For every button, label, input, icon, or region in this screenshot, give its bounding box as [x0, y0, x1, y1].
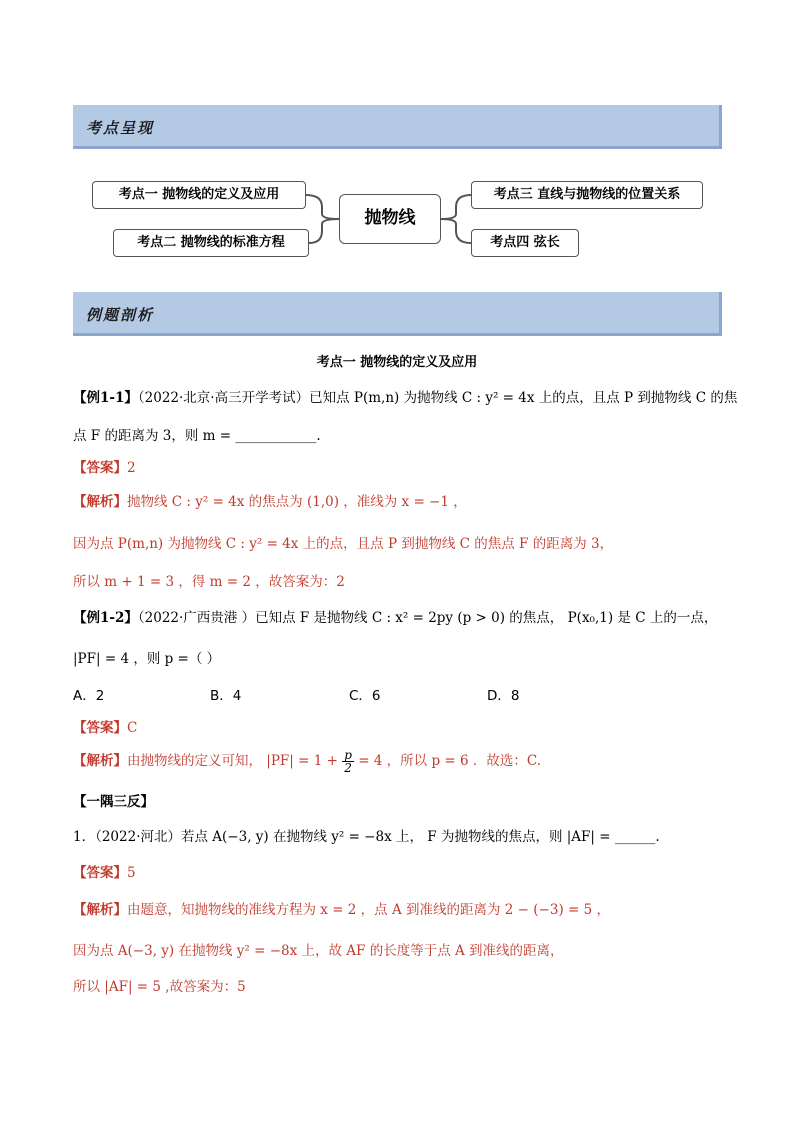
answer-value: 2	[127, 460, 136, 476]
yiju-tag: 【一隅三反】	[73, 794, 154, 810]
ex1-2-tag: 【例1-2】	[73, 610, 138, 626]
banner-kaodian	[73, 105, 722, 149]
option-b: B．4	[210, 688, 242, 704]
ex1-1-analysis1	[73, 490, 467, 510]
option-c: C．6	[349, 688, 381, 704]
yiju-answer-line	[73, 861, 136, 881]
analysis-tag: 【解析】	[73, 494, 127, 510]
ex1-1-answer-line	[73, 456, 136, 476]
analysis-tag: 【解析】	[73, 753, 127, 769]
mindmap-node-kaodian2: 考点二 抛物线的标准方程	[113, 229, 309, 257]
yiju-analysis3: 所以 |AF| = 5 ,故答案为：5	[73, 979, 246, 995]
answer-tag: 【答案】	[73, 460, 127, 476]
mindmap-center-node: 抛物线	[339, 194, 441, 244]
banner-liti	[73, 292, 722, 336]
analysis-pre: 由抛物线的定义可知， |PF| = 1 +	[127, 753, 343, 769]
option-a: A．2	[73, 688, 105, 704]
analysis-post: = 4 ，所以 p = 6 ．故选：C.	[353, 753, 542, 769]
ex1-2-analysis	[73, 744, 541, 778]
banner-kaodian-title: 考点呈现	[86, 119, 155, 137]
mindmap-node-kaodian1: 考点一 抛物线的定义及应用	[92, 181, 306, 209]
section-title: 考点一 抛物线的定义及应用	[316, 355, 478, 370]
ex1-2-answer-line	[73, 716, 137, 736]
ex1-2-line1	[73, 606, 717, 626]
frac-num: p	[344, 748, 352, 762]
analysis-text: 抛物线 C : y² = 4x 的焦点为 (1,0) ，准线为 x = −1 ，	[127, 494, 467, 510]
answer-tag: 【答案】	[73, 865, 127, 881]
fraction-p-over-2	[342, 749, 354, 774]
frac-den: 2	[344, 761, 352, 775]
yiju-analysis2: 因为点 A(−3, y) 在抛物线 y² = −8x 上，故 AF 的长度等于点 A 到准线的距离，	[73, 943, 564, 959]
ex1-1-tag: 【例1-1】	[73, 390, 138, 406]
analysis-text: 由题意，知抛物线的准线方程为 x = 2 ，点 A 到准线的距离为 2 − (−3) = 5 ，	[127, 902, 610, 918]
ex1-2-line2: |PF| = 4 ，则 p =（ ）	[73, 651, 221, 667]
answer-tag: 【答案】	[73, 720, 127, 736]
mindmap-node-kaodian4: 考点四 弦长	[471, 229, 579, 257]
yiju-q1: 1．（2022·河北）若点 A(−3, y) 在抛物线 y² = −8x 上， F 为抛物线的焦点，则 |AF| = ______.	[73, 829, 660, 845]
yiju-analysis1	[73, 898, 610, 918]
ex1-1-analysis3: 所以 m + 1 = 3 ，得 m = 2 ，故答案为：2	[73, 574, 345, 590]
analysis-tag: 【解析】	[73, 902, 127, 918]
ex1-1-stem: （2022·北京·高三开学考试）已知点 P(m,n) 为抛物线 C : y² = 4x 上的点，且点 P 到抛物线 C 的焦	[137, 390, 738, 406]
option-d: D．8	[487, 688, 520, 704]
ex1-1-line2: 点 F 的距离为 3，则 m = ____________.	[73, 428, 321, 444]
answer-value: C	[127, 720, 138, 736]
ex1-1-line1	[73, 386, 737, 406]
answer-value: 5	[127, 865, 136, 881]
ex1-2-stem: （2022·广西贵港 ）已知点 F 是抛物线 C : x² = 2py (p > 0) 的焦点， P(x₀,1) 是 C 上的一点，	[137, 610, 718, 626]
ex1-1-analysis2: 因为点 P(m,n) 为抛物线 C : y² = 4x 上的点，且点 P 到抛物线 C 的焦点 F 的距离为 3，	[73, 536, 614, 552]
banner-liti-title: 例题剖析	[86, 306, 155, 324]
mindmap-node-kaodian3: 考点三 直线与抛物线的位置关系	[471, 181, 703, 209]
